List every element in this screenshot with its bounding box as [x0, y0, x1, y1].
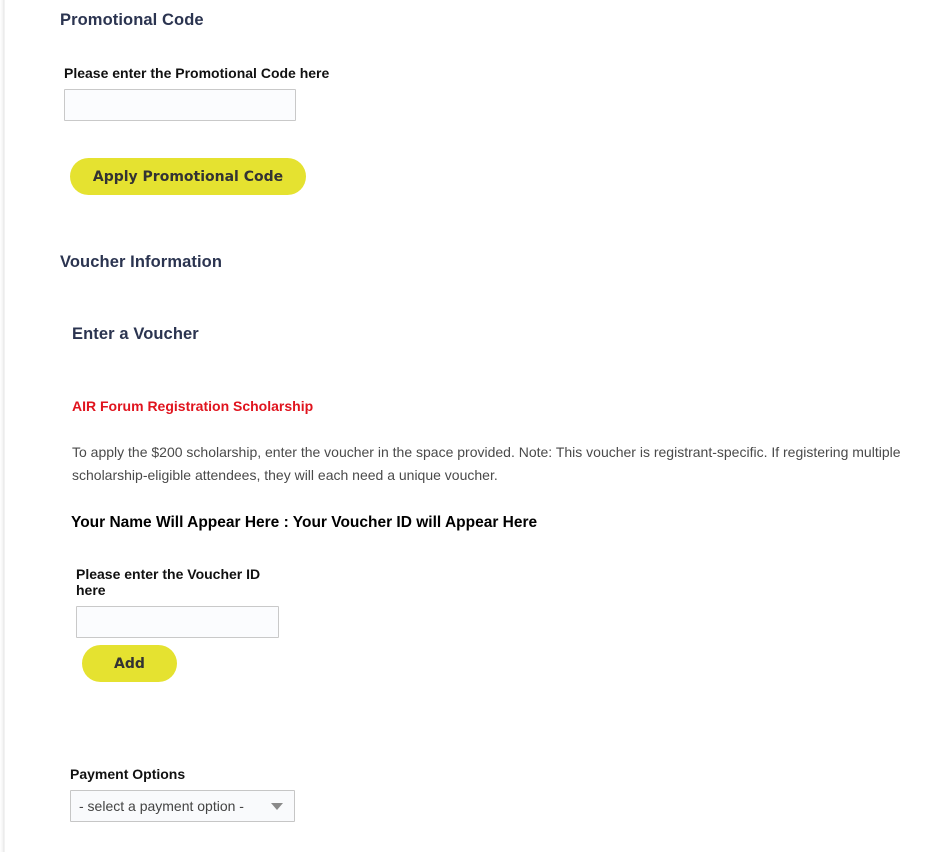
voucher-id-label-line1: Please enter the Voucher ID — [76, 566, 261, 582]
add-voucher-button[interactable]: Add — [82, 645, 177, 682]
voucher-id-input[interactable] — [76, 606, 279, 638]
payment-option-selected-value: - select a payment option - — [79, 798, 244, 814]
promotional-code-label: Please enter the Promotional Code here — [64, 65, 330, 81]
chevron-down-icon — [271, 803, 283, 810]
voucher-information-heading: Voucher Information — [60, 253, 223, 271]
page-left-border — [0, 0, 5, 852]
promotional-code-input[interactable] — [64, 89, 296, 121]
voucher-id-label — [76, 566, 260, 598]
scholarship-description: To apply the $200 scholarship, enter the voucher in the space provided. Note: This voucher is registrant-specific. If registering multiple scholarship-eligible attendees, they will each need a unique voucher. — [72, 444, 901, 483]
scholarship-title: AIR Forum Registration Scholarship — [72, 398, 314, 414]
payment-options-label: Payment Options — [70, 766, 186, 782]
apply-promotional-code-button[interactable]: Apply Promotional Code — [70, 158, 306, 195]
voucher-id-label-line2: here — [76, 582, 106, 598]
enter-voucher-heading: Enter a Voucher — [72, 325, 199, 343]
promotional-code-heading: Promotional Code — [60, 11, 204, 29]
voucher-name-id-line: Your Name Will Appear Here : Your Voucher ID will Appear Here — [71, 514, 538, 531]
payment-option-select[interactable] — [70, 790, 295, 822]
